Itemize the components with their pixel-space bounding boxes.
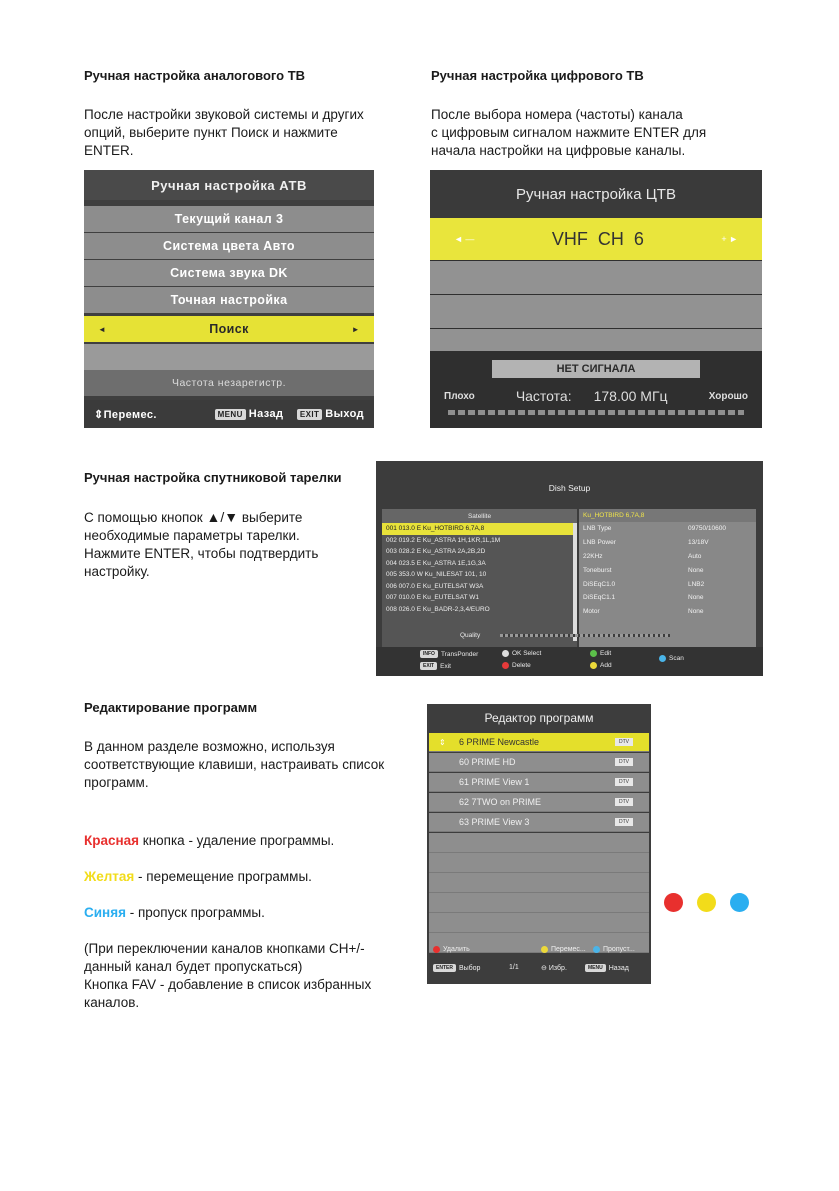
dish-property-key: Toneburst <box>583 566 612 574</box>
yellow-word: Желтая <box>84 869 135 884</box>
dish-text-after: выберите необходимые параметры тарелки. Нажмите ENTER, чтобы подтвердить настройку. <box>84 510 319 579</box>
exit-label: Exit <box>440 662 451 670</box>
dish-setup-screen <box>376 461 763 676</box>
dish-property-value: 09750/10600 <box>688 525 726 533</box>
prog-choose-label: Выбор <box>458 964 481 972</box>
satellite-row[interactable]: 004 023.5 E Ku_ASTRA 1E,1G,3A <box>386 559 486 567</box>
satellite-row[interactable]: 001 013.0 E Ku_HOTBIRD 6,7A,8 <box>382 523 577 535</box>
exit-key-icon: EXIT <box>297 409 322 420</box>
dtv-tag: DTV <box>615 818 633 826</box>
atv-search-item[interactable] <box>84 316 374 342</box>
program-row[interactable] <box>429 813 649 832</box>
edit-hint[interactable] <box>590 650 611 657</box>
plus-arrow-icon[interactable]: + ► <box>721 234 738 244</box>
atv-title: Ручная настройка АТВ <box>84 170 374 200</box>
ok-select-label: OK Select <box>512 650 542 657</box>
fav-icon: ⊖ <box>541 965 547 972</box>
dtv-channel-selector[interactable] <box>430 218 762 260</box>
dish-property-value: None <box>688 566 704 574</box>
blue-key-line <box>84 904 414 922</box>
add-label: Add <box>600 662 612 669</box>
dtv-freq-value: 178.00 МГц <box>593 388 668 404</box>
dish-property-value: None <box>688 594 704 602</box>
empty-program-row <box>429 853 649 873</box>
right-arrow-icon: ► <box>351 324 360 334</box>
prog-title: Редактор программ <box>484 711 594 725</box>
atv-menu-item[interactable] <box>84 287 374 313</box>
prog-fav-hint[interactable] <box>541 964 567 972</box>
dtv-frequency <box>516 388 668 404</box>
atv-nav-hints <box>215 408 364 420</box>
ok-select-hint[interactable] <box>502 650 541 657</box>
dish-title: Dish Setup <box>548 483 591 493</box>
dish-property-key: DiSEqC1.0 <box>583 580 616 588</box>
dtv-channel-value: VHF CH 6 <box>551 228 644 249</box>
atv-move-label: Перемес. <box>103 408 157 421</box>
dish-property-key: DiSEqC1.1 <box>583 594 616 602</box>
minus-arrow-icon[interactable]: ◄ — <box>454 234 475 244</box>
transponder-label: TransPonder <box>440 650 479 658</box>
program-name: 61 PRIME View 1 <box>459 777 530 787</box>
atv-back-label: Назад <box>248 408 284 420</box>
dish-footer <box>376 647 763 676</box>
yellow-button-icon <box>697 893 716 912</box>
atv-item-label: Точная настройка <box>170 293 288 307</box>
blue-word: Синяя <box>84 905 126 920</box>
dtv-tag: DTV <box>615 758 633 766</box>
empty-program-row <box>429 833 649 853</box>
prog-note: (При переключении каналов кнопками CH+/- данный канал будет пропускаться) Кнопка FAV - добавление в список избранных каналов. <box>84 941 372 1010</box>
red-rest: кнопка - удаление программы. <box>139 833 335 848</box>
yellow-key-line <box>84 868 414 886</box>
prog-move-hint[interactable] <box>541 946 586 953</box>
empty-program-row <box>429 893 649 913</box>
prog-back-hint[interactable] <box>585 964 629 972</box>
dtv-tag: DTV <box>615 778 633 786</box>
prog-choose-hint[interactable] <box>433 964 480 972</box>
program-name: 60 PRIME HD <box>459 757 516 767</box>
dish-text-before: С помощью кнопок <box>84 510 207 525</box>
edit-label: Edit <box>600 650 612 657</box>
prog-move-label: Перемес... <box>551 946 586 953</box>
dtv-good-label: Хорошо <box>708 390 748 402</box>
atv-screen <box>84 170 374 428</box>
dtv-signal-bar <box>448 410 744 415</box>
dtv-empty-row <box>430 329 762 351</box>
dish-property-key: 22KHz <box>583 552 603 560</box>
dish-property-row[interactable] <box>579 536 756 550</box>
dtv-description: После выбора номера (частоты) канала с цифровым сигналом нажмите ENTER для начала настройки на цифровые каналы. <box>431 107 707 158</box>
dish-properties <box>579 509 756 647</box>
satellite-row[interactable]: 008 026.0 E Ku_BADR-2,3,4/EURO <box>386 605 490 613</box>
blue-button-icon <box>730 893 749 912</box>
red-button-icon <box>664 893 683 912</box>
atv-description: После настройки звуковой системы и других опций, выберите пункт Поиск и нажмите ENTER. <box>84 107 364 158</box>
dish-property-row[interactable] <box>579 550 756 564</box>
atv-heading: Ручная настройка аналогового ТВ <box>84 68 306 83</box>
menu-key-icon: MENU <box>215 409 246 420</box>
dish-property-row[interactable] <box>579 591 756 605</box>
yellow-dot-icon <box>541 946 548 953</box>
enter-key-icon: ENTER <box>433 964 456 972</box>
red-dot-icon <box>433 946 440 953</box>
dtv-empty-row <box>430 295 762 328</box>
dtv-tag: DTV <box>615 738 633 746</box>
move-icon: ⇕ <box>439 737 446 747</box>
dtv-no-signal: НЕТ СИГНАЛА <box>492 360 700 378</box>
yellow-rest: - перемещение программы. <box>134 869 312 884</box>
atv-menu-item[interactable] <box>84 233 374 259</box>
dish-property-value: Auto <box>688 552 702 560</box>
exit-key-icon: EXIT <box>420 662 437 670</box>
add-hint[interactable] <box>590 662 612 669</box>
yellow-dot-icon <box>590 662 597 669</box>
red-word: Красная <box>84 833 140 848</box>
satellite-scrollbar[interactable] <box>573 523 577 641</box>
dish-property-row[interactable] <box>579 605 756 619</box>
satellite-list-header: Satellite <box>382 509 577 523</box>
dtv-bad-label: Плохо <box>444 390 475 402</box>
program-name: 62 7TWO on PRIME <box>459 797 542 807</box>
atv-move-hint <box>94 408 157 421</box>
prog-skip-hint[interactable] <box>593 946 635 953</box>
dtv-tag: DTV <box>615 798 633 806</box>
updown-icon: ⇕ <box>94 408 104 421</box>
scan-label: Scan <box>669 655 684 662</box>
red-key-line <box>84 832 414 850</box>
dish-property-value: LNB2 <box>688 580 705 588</box>
atv-freq-note-text: Частота незарегистр. <box>171 377 287 389</box>
dtv-heading: Ручная настройка цифрового ТВ <box>431 68 644 83</box>
atv-item-label: Система звука DK <box>170 266 288 280</box>
left-arrow-icon: ◄ <box>98 324 107 334</box>
dish-description <box>84 508 374 581</box>
program-row[interactable] <box>429 733 649 752</box>
atv-footer <box>84 400 374 428</box>
program-row[interactable] <box>429 773 649 792</box>
exit-hint[interactable] <box>420 662 451 670</box>
atv-exit-label: Выход <box>325 408 364 420</box>
program-name: 6 PRIME Newcastle <box>459 737 540 747</box>
prog-delete-label: Удалить <box>443 946 470 953</box>
dish-property-key: LNB Power <box>583 539 616 547</box>
info-key-icon: INFO <box>420 650 438 658</box>
dish-property-value: None <box>688 608 704 616</box>
transponder-hint[interactable] <box>420 650 478 658</box>
prog-skip-label: Пропуст... <box>603 946 635 953</box>
blue-rest: - пропуск программы. <box>125 905 265 920</box>
dtv-frequency-row <box>430 382 762 410</box>
menu-key-icon: MENU <box>585 964 606 972</box>
prog-color-keys <box>84 814 414 1030</box>
atv-item-label: Система цвета Авто <box>163 239 295 253</box>
dish-property-value: 13/18V <box>688 539 709 547</box>
satellite-row[interactable]: 007 010.0 E Ku_EUTELSAT W1 <box>386 594 479 602</box>
dish-quality-label: Quality <box>460 632 481 639</box>
atv-empty-row <box>84 344 374 370</box>
dtv-empty-row <box>430 261 762 294</box>
dtv-screen <box>430 170 762 428</box>
satellite-row[interactable]: 006 007.0 E Ku_EUTELSAT W3A <box>386 582 484 590</box>
prog-page: 1/1 <box>509 964 519 971</box>
prog-heading: Редактирование программ <box>84 700 258 715</box>
delete-hint[interactable] <box>502 662 531 669</box>
blue-dot-icon <box>659 655 666 662</box>
red-dot-icon <box>502 662 509 669</box>
atv-frequency-note <box>84 370 374 396</box>
dish-property-key: Motor <box>583 608 600 616</box>
green-dot-icon <box>590 650 597 657</box>
up-down-arrows-icon: ▲/▼ <box>206 509 239 525</box>
atv-search-label: Поиск <box>209 322 249 336</box>
dish-property-row[interactable] <box>579 577 756 591</box>
prog-fav-label: Избр. <box>548 964 567 972</box>
dish-quality-bar <box>500 634 670 637</box>
program-editor-screen <box>427 704 651 984</box>
program-row[interactable] <box>429 793 649 812</box>
dish-property-key: LNB Type <box>583 525 612 533</box>
dish-quality <box>460 632 763 639</box>
selected-satellite-name: Ku_HOTBIRD 6,7A,8 <box>579 509 756 522</box>
program-row[interactable] <box>429 753 649 772</box>
satellite-row[interactable]: 002 019.2 E Ku_ASTRA 1H,1KR,1L,1M <box>386 536 501 544</box>
dish-heading: Ручная настройка спутниковой тарелки <box>84 470 342 485</box>
scan-hint[interactable] <box>659 655 684 662</box>
program-name: 63 PRIME View 3 <box>459 817 530 827</box>
blue-dot-icon <box>593 946 600 953</box>
prog-back-label: Назад <box>608 964 629 972</box>
atv-menu-item[interactable] <box>84 260 374 286</box>
dish-property-row[interactable] <box>579 563 756 577</box>
empty-program-row <box>429 913 649 933</box>
delete-label: Delete <box>512 662 531 669</box>
empty-program-row <box>429 873 649 893</box>
dtv-title: Ручная настройка ЦТВ <box>430 170 762 218</box>
satellite-row[interactable]: 005 353.0 W Ku_NILESAT 101, 10 <box>386 571 487 579</box>
satellite-list <box>382 509 577 647</box>
ok-icon <box>502 650 509 657</box>
dish-property-row[interactable] <box>579 522 756 536</box>
atv-menu-item[interactable] <box>84 206 374 232</box>
satellite-row[interactable]: 003 028.2 E Ku_ASTRA 2A,2B,2D <box>386 548 486 556</box>
atv-item-label: Текущий канал 3 <box>174 212 284 226</box>
dtv-freq-label: Частота: <box>515 388 572 404</box>
prog-delete-hint[interactable] <box>433 946 470 953</box>
prog-description: В данном разделе возможно, используя соответствующие клавиши, настраивать список программ. <box>84 739 385 790</box>
